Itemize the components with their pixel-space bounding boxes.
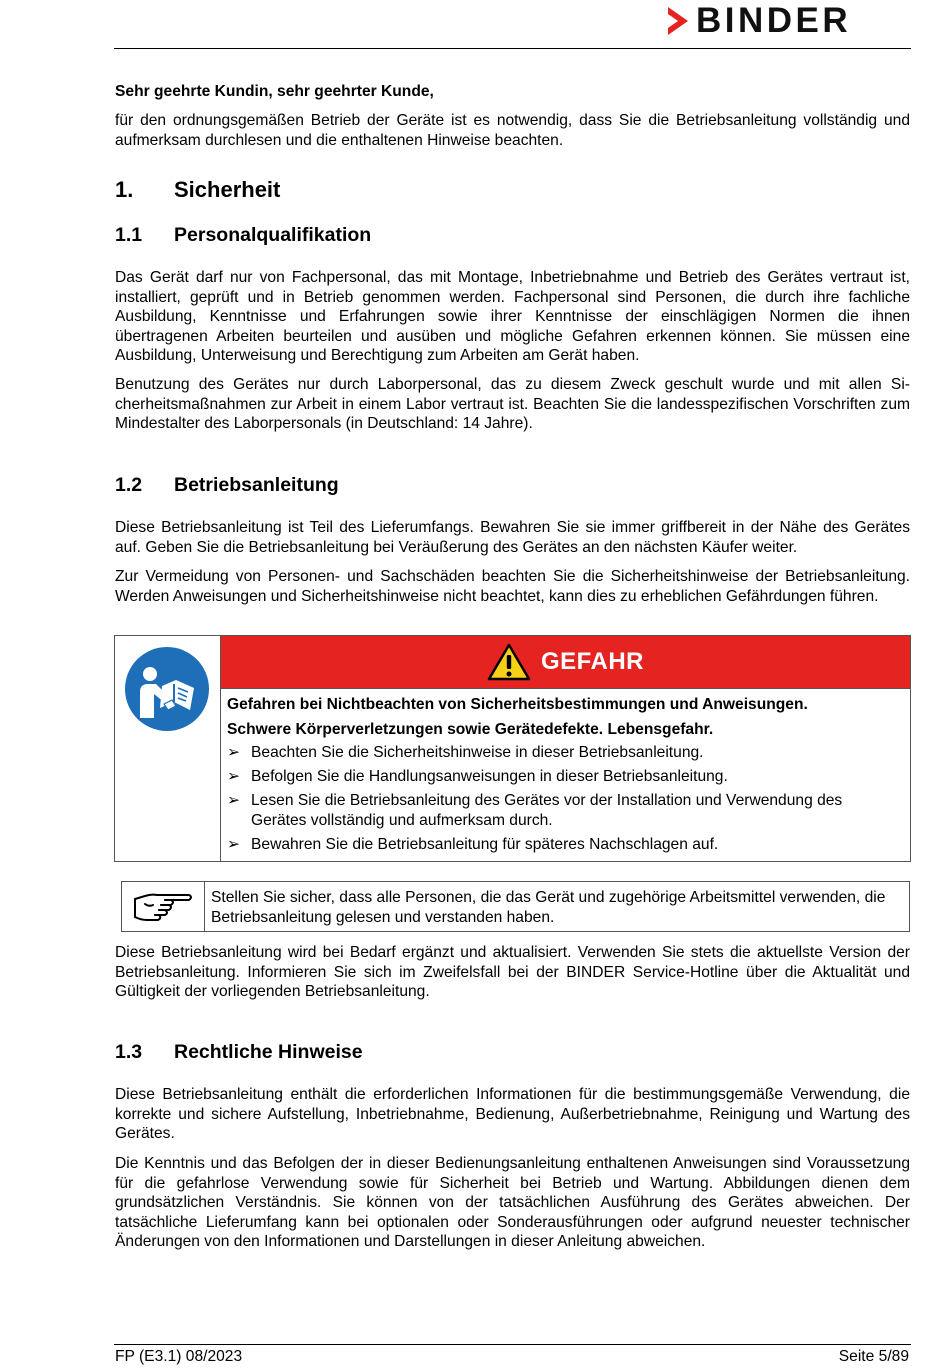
paragraph-manual-scope: Diese Betriebsanleitung ist Teil des Lieferumfangs. Bewahren Sie sie immer griffbereit in der Nähe des Gerätes auf. Geben Sie die Betriebsanleitung bei Veräußerung des Gerätes an den nächsten Käufer weiter. [115, 519, 910, 556]
danger-icon-cell [115, 636, 221, 861]
bullet-arrow-icon: ➢ [227, 768, 241, 786]
bullet-text: Lesen Sie die Betriebsanleitung des Gerätes vor der Installation und Verwendung des Gerätes vollständig und aufmerksam durch. [251, 792, 843, 829]
danger-consequence-line: Schwere Körperverletzungen sowie Gerätedefekte. Lebensgefahr. [227, 720, 714, 738]
pointing-hand-icon [131, 887, 195, 927]
binder-logo [666, 1, 852, 40]
section-heading-1 [115, 176, 280, 204]
section-heading-1-3 [115, 1039, 363, 1065]
paragraph-updates: Diese Betriebsanleitung wird bei Bedarf ergänzt und aktualisiert. Verwenden Sie stets die aktuellste Version der Betriebsanleitung. Informieren Sie sich im Zweifelsfall bei der BINDER Service-Hotline über die Aktualität und Gültigkeit der vorliegenden Betriebsanleitung. [115, 944, 910, 1001]
danger-hazard-line: Gefahren bei Nichtbeachten von Sicherheitsbestimmungen und Anweisungen. [227, 696, 808, 713]
section-heading-1-1 [115, 222, 371, 248]
section-title: Betriebsanleitung [174, 474, 339, 496]
section-title: Personalqualifikation [174, 224, 372, 246]
binder-logo-mark-icon [666, 6, 690, 36]
section-number: 1.3 [115, 1041, 143, 1063]
signal-word: GEFAHR [540, 648, 644, 675]
intro-paragraph: für den ordnungsgemäßen Betrieb der Geräte ist es notwendig, dass Sie die Betriebsanleitung vollständig und aufmerksam durchlesen und die enthaltenen Hinweise beachten. [115, 112, 910, 149]
paragraph-lab-personnel: Benutzung des Gerätes nur durch Laborpersonal, das zu diesem Zweck geschult wurde und mit allen Sicherheitsmaßnahmen zur Arbeit in einem Labor vertraut ist. Beachten Sie die landesspezifischen Vorschriften zum Mindestalter des Laborpersonals (in Deutschland: 14 Jahre). [115, 376, 910, 433]
danger-signal-band [221, 636, 910, 689]
danger-bullet [227, 835, 902, 855]
header-rule [114, 48, 911, 49]
paragraph-damage-prevention: Zur Vermeidung von Personen- und Sachschäden beachten Sie die Sicherheitshinweise der Betriebsanleitung. Werden Anweisungen und Sicherheitshinweise nicht beachtet, kann dies zu erheblichen Gefährdungen führen. [115, 568, 910, 605]
danger-bullet [227, 767, 902, 787]
document-id: FP (E3.1) 08/2023 [115, 1348, 243, 1365]
danger-bullet [227, 791, 902, 830]
danger-bullet [227, 743, 902, 763]
footer-rule [114, 1344, 911, 1345]
paragraph-legal-contents: Diese Betriebsanleitung enthält die erforderlichen Informationen für die bestimmungsgemäße Verwendung, die korrekte und sichere Aufstellung, Inbetriebnahme, Bedienung, Außerbetriebnahme, Reinigung und Wartung des Gerätes. [115, 1086, 910, 1143]
section-title: Rechtliche Hinweise [174, 1041, 363, 1063]
bullet-arrow-icon: ➢ [227, 744, 241, 761]
salutation: Sehr geehrte Kundin, sehr geehrter Kunde, [115, 83, 434, 100]
danger-body [221, 689, 910, 855]
danger-notice [114, 635, 911, 862]
bullet-arrow-icon: ➢ [227, 836, 241, 854]
note-box [121, 881, 910, 932]
warning-triangle-icon [487, 643, 531, 681]
note-text: Stellen Sie sicher, dass alle Personen, die das Gerät und zugehörige Arbeitsmittel verwenden, die Betriebsanleitung gelesen und verstanden haben. [211, 889, 886, 926]
bullet-arrow-icon: ➢ [227, 792, 241, 810]
section-number: 1.2 [115, 474, 143, 496]
read-manual-icon [124, 646, 210, 732]
danger-content [221, 636, 910, 861]
page-number: Seite 5/89 [838, 1348, 909, 1365]
bullet-text: Bewahren Sie die Betriebsanleitung für späteres Nachschlagen auf. [251, 836, 719, 854]
section-heading-1-2 [115, 472, 339, 498]
note-icon-cell [122, 882, 205, 931]
section-number: 1.1 [115, 224, 143, 246]
bullet-text: Beachten Sie die Sicherheitshinweise in dieser Betriebsanleitung. [251, 744, 704, 761]
brand-name: BINDER [696, 1, 852, 40]
paragraph-legal-knowledge: Die Kenntnis und das Befolgen der in dieser Bedienungsanleitung enthaltenen Anweisungen sind Voraussetzung für die gefahrlose Verwendung sowie für Sicherheit bei Betrieb und Wartung. Abbildungen dienen dem grundsätzlichen Verständnis. Sie können von der tatsächlichen Ausführung des Gerätes abweichen. Der tatsächliche Lieferumfang kann bei optionalen oder Sonderausführungen oder aufgrund neuester technischer Änderungen von den Informationen und Darstellungen in dieser Anleitung abweichen. [115, 1155, 910, 1251]
bullet-text: Befolgen Sie die Handlungsanweisungen in dieser Betriebsanleitung. [251, 768, 728, 786]
section-title: Sicherheit [174, 177, 281, 202]
section-number: 1. [115, 177, 134, 202]
paragraph-qualification: Das Gerät darf nur von Fachpersonal, das mit Montage, Inbetriebnahme und Betrieb des Gerätes vertraut ist, installiert, geprüft und in Betrieb genommen werden. Fachpersonal sind Personen, die durch ihre fachliche Ausbildung, Kenntnisse und Erfahrungen sowie ihrer Kenntnisse der einschlägigen Normen die ihnen übertragenen Arbeiten beurteilen und ausüben und mögliche Gefahren erkennen können. Sie müssen eine Ausbildung, Unterweisung und Berechtigung zum Arbeiten am Gerät haben. [115, 269, 910, 365]
